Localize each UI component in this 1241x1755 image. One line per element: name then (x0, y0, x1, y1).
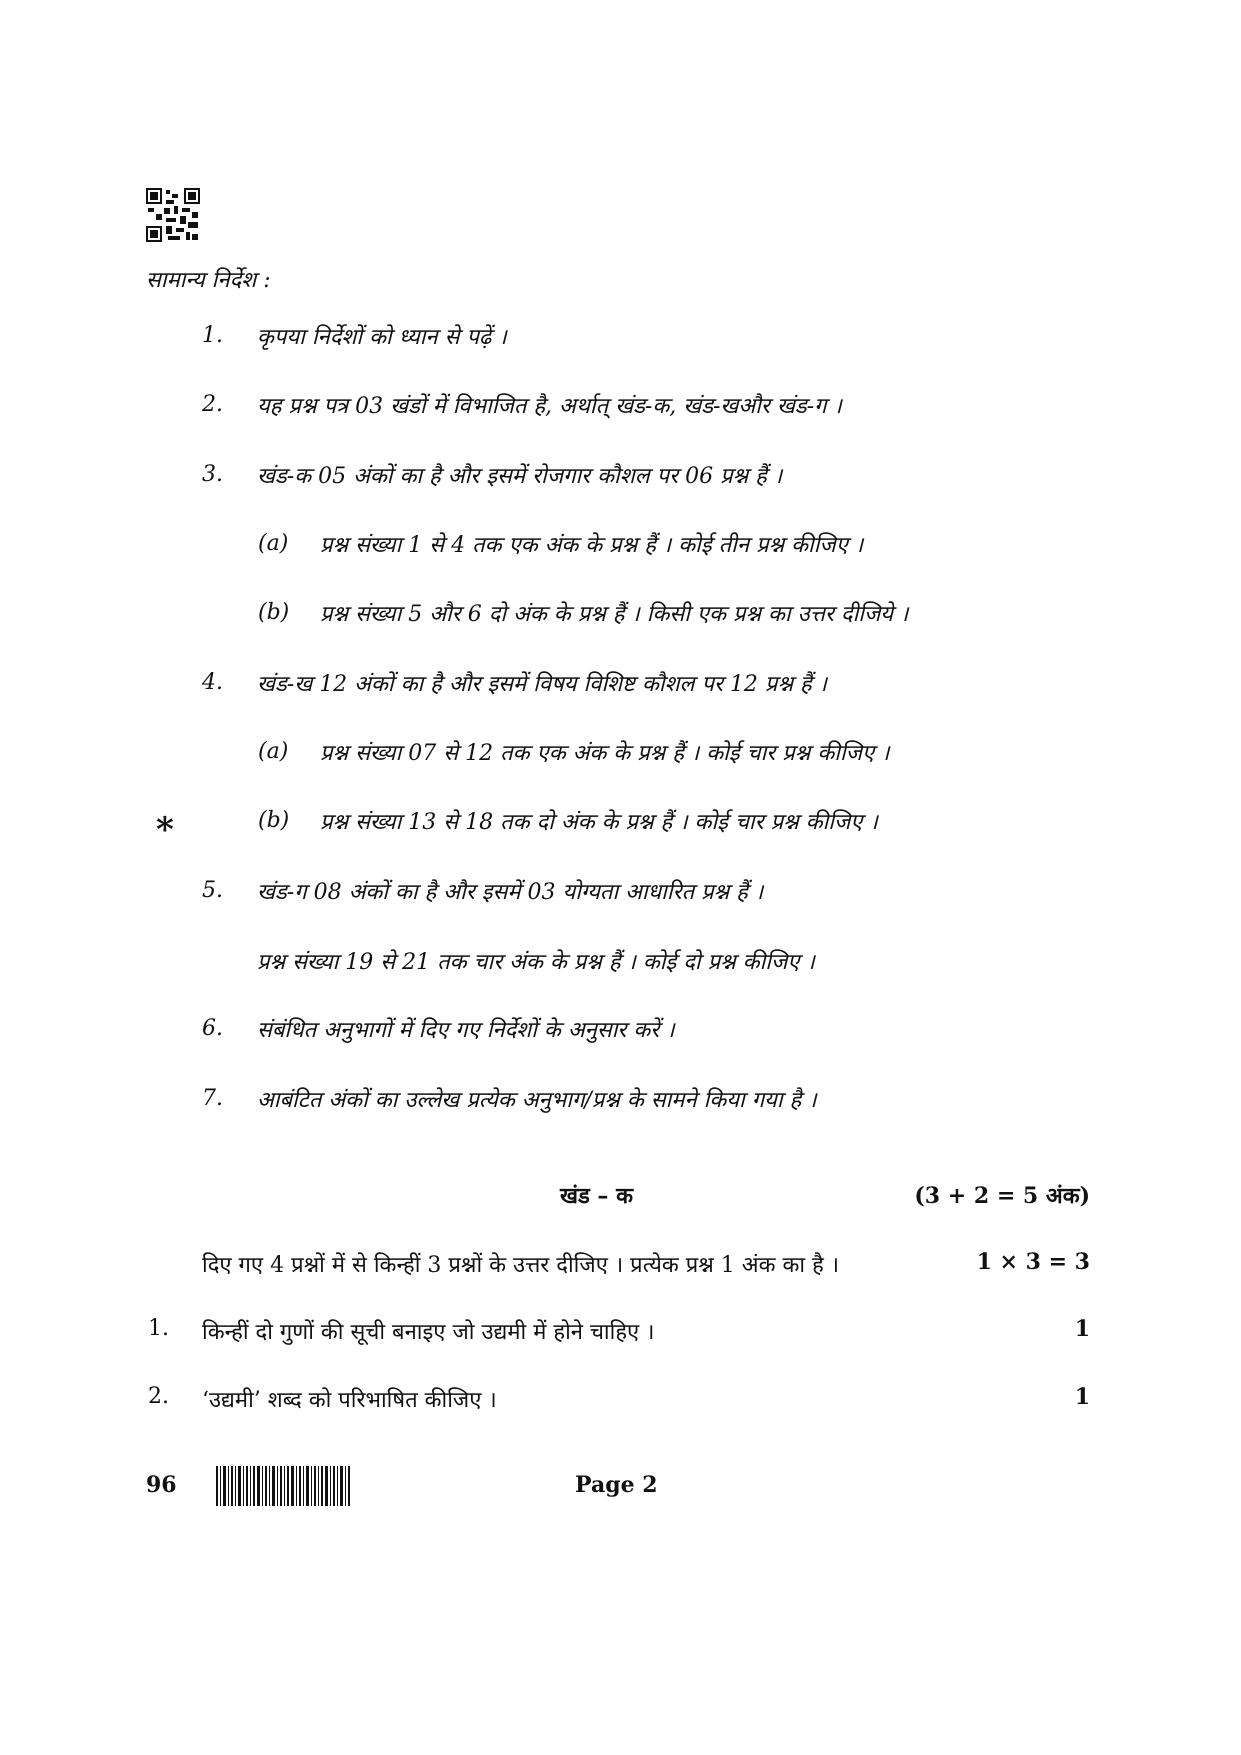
sub-instruction-label: (b) (258, 600, 290, 625)
instruction-number: 7. (202, 1086, 223, 1111)
question-text: ‘उद्यमी’ शब्द को परिभाषित कीजिए । (202, 1388, 497, 1413)
sub-instruction-label: (a) (258, 531, 289, 556)
question-number: 2. (148, 1384, 169, 1409)
instruction-number: 6. (202, 1016, 223, 1041)
section-instruction-marks: 1 × 3 = 3 (976, 1249, 1090, 1275)
instruction-text: आबंटित अंकों का उल्लेख प्रत्येक अनुभाग/प्रश्न के सामने किया गया है । (257, 1088, 817, 1113)
instruction-number: 2. (202, 392, 223, 417)
general-instructions-heading: सामान्य निर्देश : (146, 268, 271, 293)
instruction-number: 5. (202, 878, 223, 903)
section-marks: (3 + 2 = 5 अंक) (914, 1183, 1090, 1209)
sub-instruction-text: प्रश्न संख्या 07 से 12 तक एक अंक के प्रश्न हैं । कोई चार प्रश्न कीजिए । (320, 741, 890, 766)
instruction-text: खंड-ख 12 अंकों का है और इसमें विषय विशिष्ट कौशल पर 12 प्रश्न हैं । (257, 672, 827, 697)
sub-instruction-text: प्रश्न संख्या 13 से 18 तक दो अंक के प्रश्न हैं । कोई चार प्रश्न कीजिए । (320, 810, 878, 835)
instruction-text: कृपया निर्देशों को ध्यान से पढ़ें । (257, 325, 507, 350)
instruction-text: खंड-क 05 अंकों का है और इसमें रोजगार कौशल पर 06 प्रश्न हैं । (257, 464, 783, 489)
instruction-text: खंड-ग 08 अंकों का है और इसमें 03 योग्यता आधारित प्रश्न हैं । (257, 880, 764, 905)
sub-instruction-text: प्रश्न संख्या 5 और 6 दो अंक के प्रश्न हैं । किसी एक प्रश्न का उत्तर दीजिये । (320, 602, 909, 627)
asterisk-mark: * (156, 810, 174, 850)
page-number: Page 2 (575, 1472, 658, 1498)
barcode-icon (216, 1466, 350, 1506)
section-instruction: दिए गए 4 प्रश्नों में से किन्हीं 3 प्रश्नों के उत्तर दीजिए । प्रत्येक प्रश्न 1 अंक का है । (202, 1253, 840, 1278)
paper-code: 96 (146, 1472, 177, 1498)
question-marks: 1 (1074, 1316, 1090, 1342)
instruction-number: 3. (202, 462, 223, 487)
instruction-number: 1. (202, 323, 223, 348)
instruction-text: संबंधित अनुभागों में दिए गए निर्देशों के अनुसार करें । (257, 1018, 675, 1043)
question-marks: 1 (1074, 1384, 1090, 1410)
instruction-continuation: प्रश्न संख्या 19 से 21 तक चार अंक के प्रश्न हैं । कोई दो प्रश्न कीजिए । (257, 950, 815, 975)
instruction-text: यह प्रश्न पत्र 03 खंडों में विभाजित है, अर्थात् खंड-क, खंड-खऔर खंड-ग । (257, 394, 842, 419)
question-text: किन्हीं दो गुणों की सूची बनाइए जो उद्यमी में होने चाहिए । (202, 1320, 655, 1345)
question-number: 1. (148, 1316, 169, 1341)
sub-instruction-label: (b) (258, 808, 290, 833)
sub-instruction-text: प्रश्न संख्या 1 से 4 तक एक अंक के प्रश्न हैं । कोई तीन प्रश्न कीजिए । (320, 533, 864, 558)
qr-code-icon (146, 188, 200, 242)
sub-instruction-label: (a) (258, 739, 289, 764)
section-title: खंड – क (560, 1183, 633, 1209)
instruction-number: 4. (202, 670, 223, 695)
